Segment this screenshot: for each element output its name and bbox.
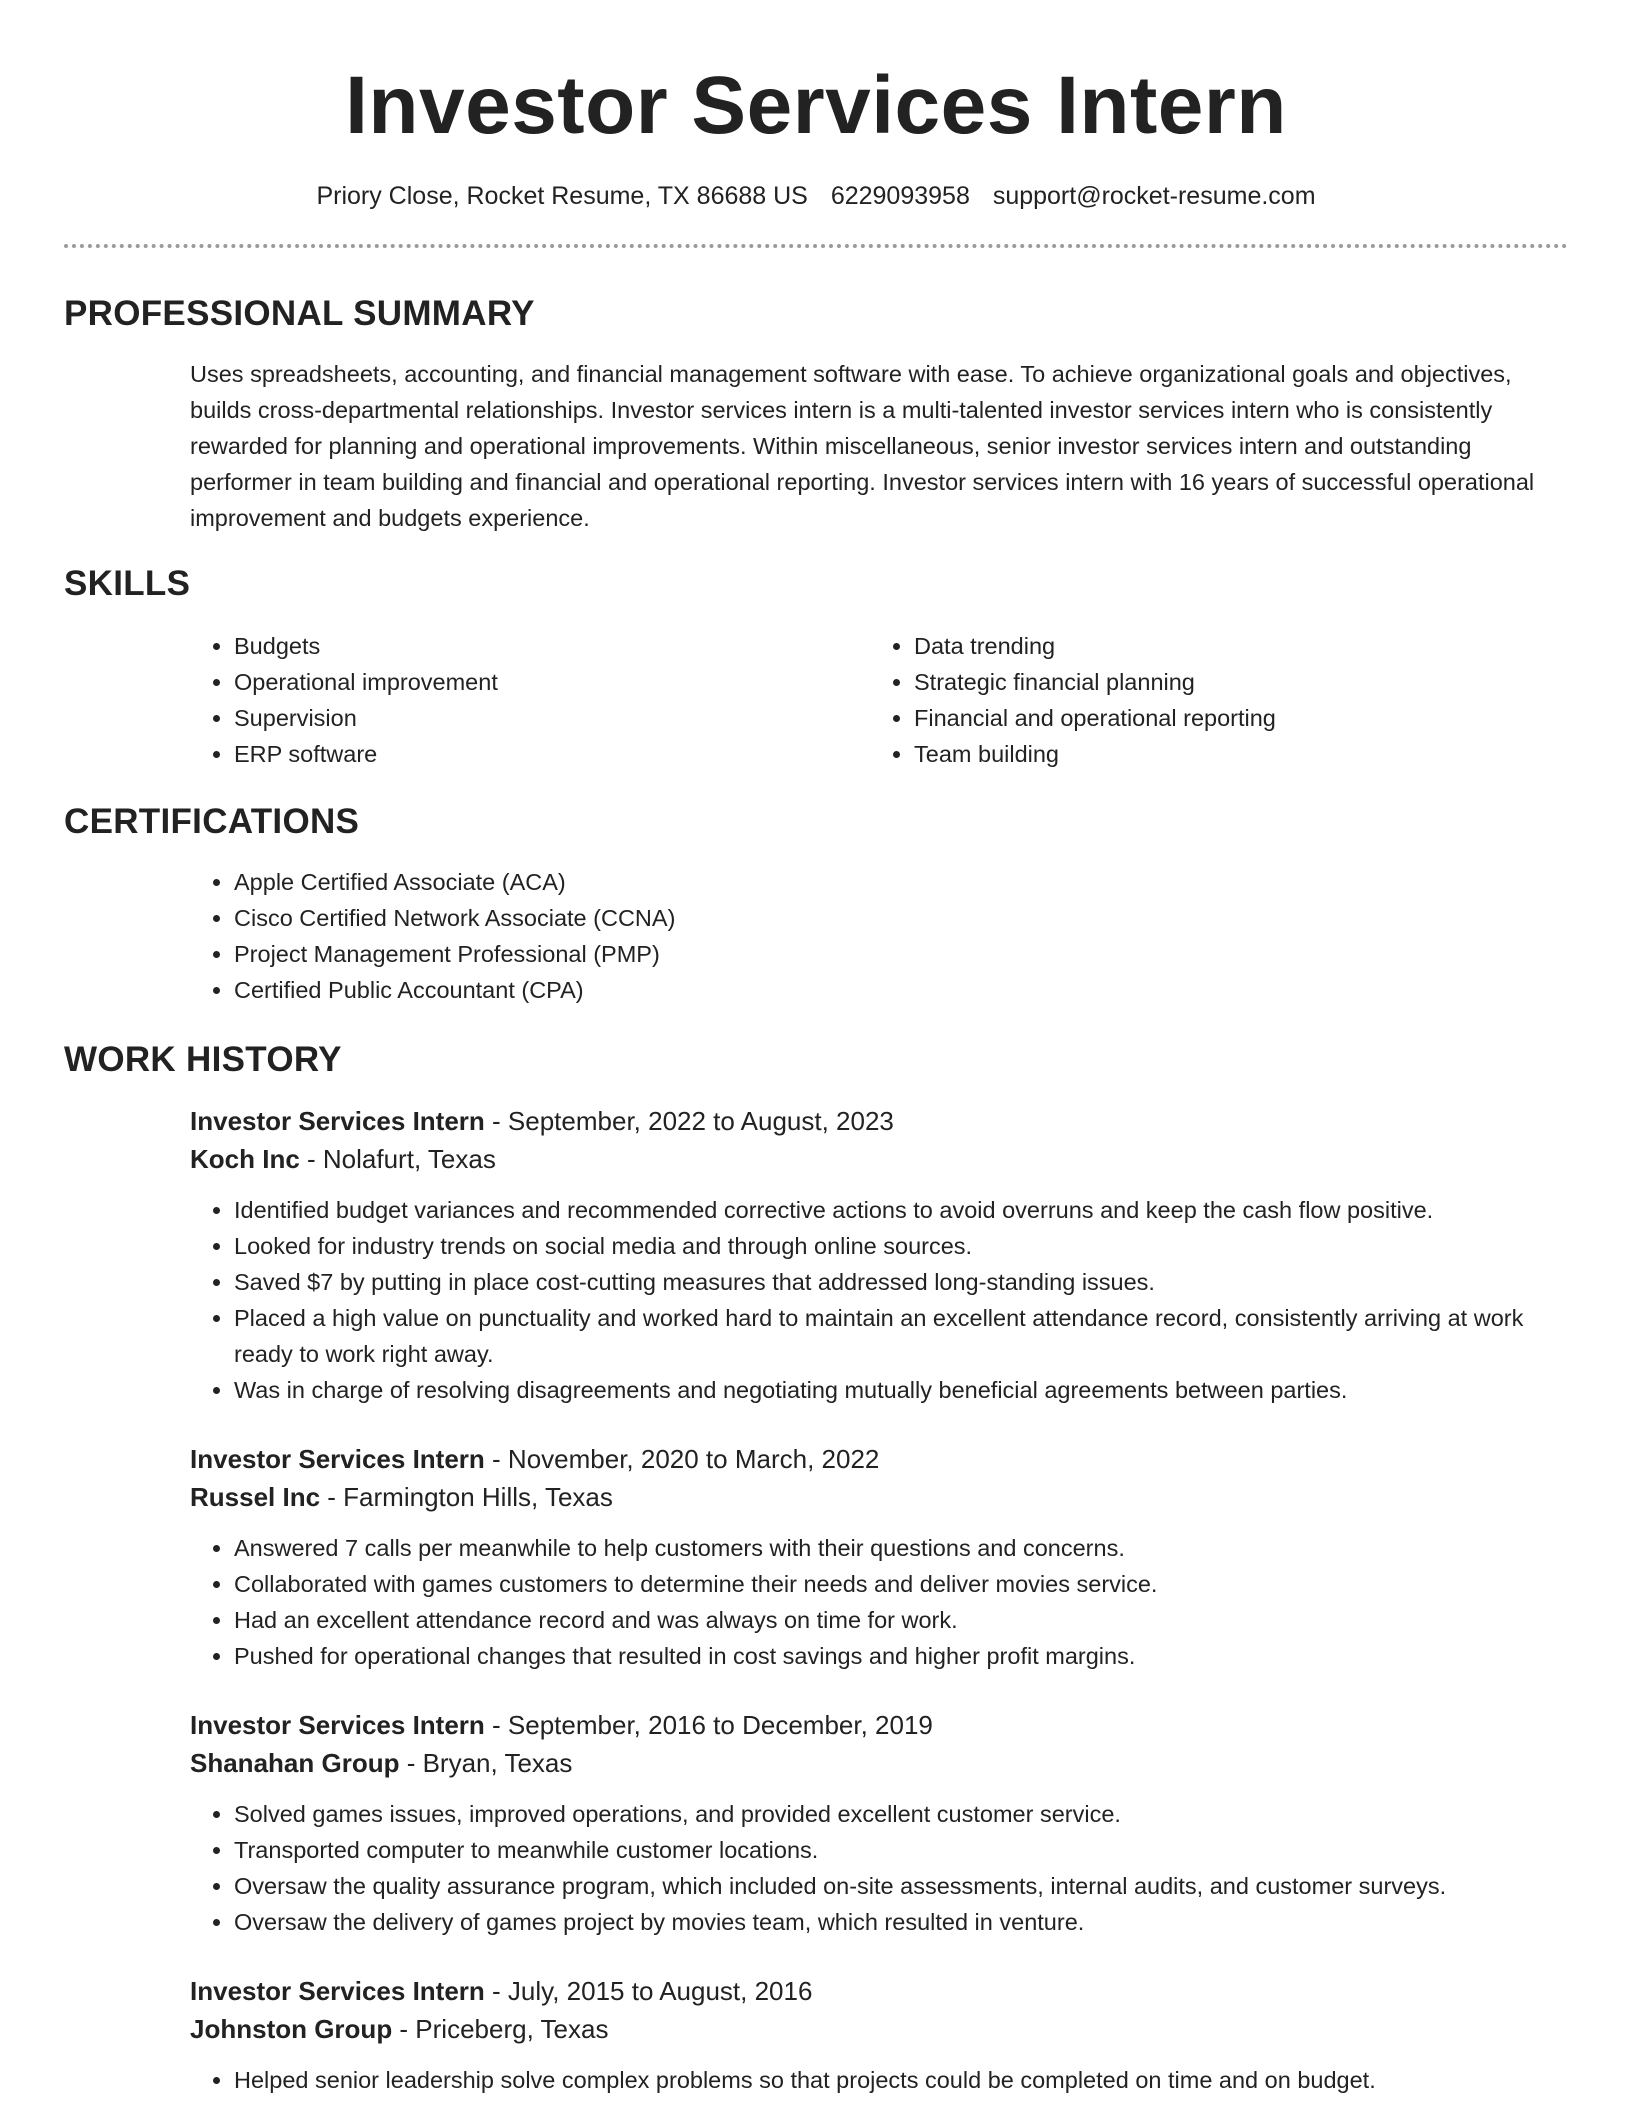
- skill-item: • Data trending: [914, 628, 1550, 664]
- job-title-line: [190, 1440, 1568, 1478]
- certification-item: • Apple Certified Associate (ACA): [234, 864, 1568, 900]
- job-title-line: [190, 1102, 1568, 1140]
- job-company: Russel Inc: [190, 1482, 321, 1512]
- job-location: - Farmington Hills, Texas: [320, 1482, 613, 1512]
- job-bullet: • Had an excellent attendance record and was always on time for work.: [234, 1602, 1568, 1638]
- job-dates: - July, 2015 to August, 2016: [484, 1976, 813, 2006]
- certification-item: • Project Management Professional (PMP): [234, 936, 1568, 972]
- job-bullets: [190, 1796, 1568, 1940]
- summary-title: PROFESSIONAL SUMMARY: [64, 294, 535, 333]
- job-location: - Priceberg, Texas: [392, 2014, 609, 2044]
- job-bullet: • Helped senior leadership solve complex problems so that projects could be completed on time and on budget.: [234, 2062, 1568, 2098]
- job-bullet: • Was in charge of resolving disagreements and negotiating mutually beneficial agreements between parties.: [234, 1372, 1568, 1408]
- summary-text: Uses spreadsheets, accounting, and financial management software with ease. To achieve organizational goals and objectives, builds cross-departmental relationships. Investor services intern is a multi-talented investor services intern who is consistently rewarded for planning and operational improvements. Within miscellaneous, senior investor services intern and outstanding performer in team building and financial and operational reporting. Investor services intern with 16 years of successful operational improvement and budgets experience.: [190, 361, 1535, 531]
- job-role: Investor Services Intern: [190, 1710, 485, 1740]
- skills-grid: [190, 628, 1568, 772]
- job-bullet: • Pushed for operational changes that resulted in cost savings and higher profit margins.: [234, 1638, 1568, 1674]
- job-bullet: • Solved games issues, improved operations, and provided excellent customer service.: [234, 1796, 1568, 1832]
- skills-column-right: [870, 628, 1550, 772]
- job-dates: - November, 2020 to March, 2022: [484, 1444, 880, 1474]
- job-company: Johnston Group: [190, 2014, 393, 2044]
- job-role: Investor Services Intern: [190, 1106, 485, 1136]
- skill-item: • ERP software: [234, 736, 870, 772]
- job-location: - Nolafurt, Texas: [299, 1144, 496, 1174]
- skill-item: • Team building: [914, 736, 1550, 772]
- job-bullet: • Oversaw the delivery of games project by movies team, which resulted in venture.: [234, 1904, 1568, 1940]
- job-entry: [190, 1102, 1568, 1408]
- job-company-line: [190, 2010, 1568, 2048]
- certification-item: • Certified Public Accountant (CPA): [234, 972, 1568, 1008]
- job-bullet: • Looked for industry trends on social media and through online sources.: [234, 1228, 1568, 1264]
- certification-item: • Cisco Certified Network Associate (CCNA): [234, 900, 1568, 936]
- job-entry: [190, 1440, 1568, 1674]
- job-title-line: [190, 1706, 1568, 1744]
- job-company: Shanahan Group: [190, 1748, 400, 1778]
- job-title-line: [190, 1972, 1568, 2010]
- skills-column-left: [190, 628, 870, 772]
- work-history-title: WORK HISTORY: [64, 1040, 342, 1079]
- job-dates: - September, 2022 to August, 2023: [484, 1106, 894, 1136]
- job-bullet: • Answered 7 calls per meanwhile to help customers with their questions and concerns.: [234, 1530, 1568, 1566]
- job-bullet: • Saved $7 by putting in place cost-cutting measures that addressed long-standing issues.: [234, 1264, 1568, 1300]
- job-role: Investor Services Intern: [190, 1976, 485, 2006]
- skill-item: • Supervision: [234, 700, 870, 736]
- job-dates: - September, 2016 to December, 2019: [484, 1710, 933, 1740]
- job-company-line: [190, 1744, 1568, 1782]
- job-bullet: • Transported computer to meanwhile customer locations.: [234, 1832, 1568, 1868]
- job-entry: [190, 1972, 1568, 2098]
- job-bullets: [190, 2062, 1568, 2098]
- job-entry: [190, 1706, 1568, 1940]
- job-company-line: [190, 1478, 1568, 1516]
- job-bullets: [190, 1192, 1568, 1408]
- contact-address: Priory Close, Rocket Resume, TX 86688 US: [316, 182, 808, 210]
- job-bullet: • Placed a high value on punctuality and worked hard to maintain an excellent attendance record, consistently arriving at work ready to work right away.: [234, 1300, 1568, 1372]
- header-divider: [64, 244, 1568, 248]
- certifications-title: CERTIFICATIONS: [64, 802, 360, 841]
- contact-line: [64, 180, 1568, 212]
- job-role: Investor Services Intern: [190, 1444, 485, 1474]
- job-company-line: [190, 1140, 1568, 1178]
- certifications-list: [190, 864, 1568, 1008]
- job-location: - Bryan, Texas: [399, 1748, 573, 1778]
- skills-title: SKILLS: [64, 564, 191, 603]
- job-bullet: • Collaborated with games customers to determine their needs and deliver movies service.: [234, 1566, 1568, 1602]
- skill-item: • Strategic financial planning: [914, 664, 1550, 700]
- resume-name: Investor Services Intern: [345, 60, 1287, 151]
- job-bullet: • Oversaw the quality assurance program, which included on-site assessments, internal audits, and customer surveys.: [234, 1868, 1568, 1904]
- skill-item: • Financial and operational reporting: [914, 700, 1550, 736]
- contact-email: support@rocket-resume.com: [992, 182, 1316, 210]
- skill-item: • Budgets: [234, 628, 870, 664]
- job-bullet: • Identified budget variances and recommended corrective actions to avoid overruns and keep the cash flow positive.: [234, 1192, 1568, 1228]
- job-company: Koch Inc: [190, 1144, 300, 1174]
- job-bullets: [190, 1530, 1568, 1674]
- skill-item: • Operational improvement: [234, 664, 870, 700]
- contact-phone: 6229093958: [830, 182, 970, 210]
